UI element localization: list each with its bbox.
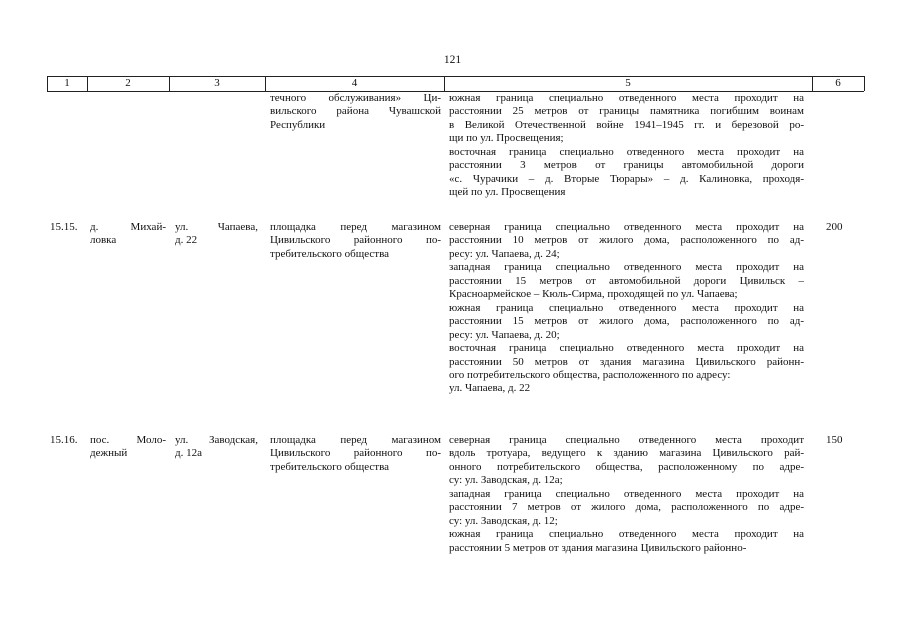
cell-place xyxy=(270,92,441,132)
column-header-3: 3 xyxy=(214,77,220,89)
cell-line: 15.15. xyxy=(50,221,78,233)
column-header-1: 1 xyxy=(64,77,70,89)
cell-line: расстоянии 3 метров от границы автомобильной дороги xyxy=(449,159,804,172)
cell-area xyxy=(826,434,856,447)
page-number: 121 xyxy=(443,54,462,66)
cell-line: течного обслуживания» Ци- xyxy=(270,92,441,104)
cell-boundaries xyxy=(449,434,804,555)
cell-place xyxy=(270,221,441,261)
cell-line: требительского общества xyxy=(270,460,390,473)
cell-line: онного потребительского общества, расположенному по адре- xyxy=(449,460,804,473)
cell-line: вильского района Чувашской xyxy=(270,105,441,118)
cell-boundaries xyxy=(449,92,804,200)
cell-address xyxy=(175,221,258,248)
cell-line: Цивильского районного по- xyxy=(270,234,441,247)
cell-line: ул. Чапаева, xyxy=(175,221,258,233)
col-divider-6 xyxy=(864,76,865,91)
cell-line: су: ул. Заводская, д. 12а; xyxy=(449,474,563,487)
cell-line: южная граница специально отведенного места проходит на xyxy=(449,92,804,104)
cell-area xyxy=(826,221,856,234)
cell-line: требительского общества xyxy=(270,247,390,260)
cell-line: ого потребительского общества, расположенного по адресу: xyxy=(449,368,731,381)
cell-line: 150 xyxy=(826,434,843,446)
cell-line: ул. Заводская, xyxy=(175,434,258,446)
cell-locality xyxy=(90,434,166,461)
cell-line: 200 xyxy=(826,221,843,233)
cell-boundaries xyxy=(449,221,804,396)
cell-line: су: ул. Заводская, д. 12; xyxy=(449,514,558,527)
cell-line: расстоянии 50 метров от здания магазина Цивильского районн- xyxy=(449,355,804,368)
column-header-6: 6 xyxy=(835,77,841,89)
cell-line: щи по ул. Просвещения; xyxy=(449,132,564,145)
cell-line: Красноармейское – Кюль-Сирма, проходящей по ул. Чапаева; xyxy=(449,288,738,301)
cell-address xyxy=(175,434,258,461)
cell-number xyxy=(50,434,85,447)
cell-line: д. 22 xyxy=(175,234,198,247)
cell-line: западная граница специально отведенного места проходит на xyxy=(449,487,804,500)
cell-line: Республики xyxy=(270,118,326,131)
cell-line: пос. Моло- xyxy=(90,434,166,446)
cell-place xyxy=(270,434,441,474)
cell-line: южная граница специально отведенного места проходит на xyxy=(449,301,804,314)
column-header-2: 2 xyxy=(125,77,131,89)
cell-line: вдоль тротуара, ведущего к зданию магазина Цивильского рай- xyxy=(449,447,804,460)
cell-line: расстоянии 15 метров от автомобильной дороги Цивильск – xyxy=(449,274,804,287)
cell-line: расстоянии 5 метров от здания магазина Цивильского районно- xyxy=(449,541,747,554)
cell-line: д. Михай- xyxy=(90,221,166,233)
cell-locality xyxy=(90,221,166,248)
cell-line: площадка перед магазином xyxy=(270,434,441,446)
column-header-5: 5 xyxy=(625,77,631,89)
column-header-4: 4 xyxy=(351,77,358,89)
cell-line: восточная граница специально отведенного места проходит на xyxy=(449,342,804,355)
cell-line: расстоянии 10 метров от жилого дома, расположенного по ад- xyxy=(449,234,804,247)
cell-line: 15.16. xyxy=(50,434,78,446)
cell-line: ул. Чапаева, д. 22 xyxy=(449,382,531,395)
cell-line: в Великой Отечественной войне 1941–1945 гг. и березовой ро- xyxy=(449,118,804,131)
cell-line: д. 12а xyxy=(175,447,202,460)
cell-line: щей по ул. Просвещения xyxy=(449,186,566,199)
cell-line: Цивильского районного по- xyxy=(270,447,441,460)
cell-number xyxy=(50,221,85,234)
cell-line: северная граница специально отведенного места проходит на xyxy=(449,221,804,233)
cell-line: «с. Чурачики – д. Вторые Тюрары» – д. Калиновка, проходя- xyxy=(449,172,804,185)
cell-line: дежный xyxy=(90,447,128,460)
cell-line: восточная граница специально отведенного места проходит на xyxy=(449,145,804,158)
cell-line: северная граница специально отведенного места проходит xyxy=(449,434,804,446)
cell-line: расстоянии 7 метров от жилого дома, расположенного по адре- xyxy=(449,501,804,514)
cell-line: ресу: ул. Чапаева, д. 24; xyxy=(449,247,560,260)
cell-line: западная граница специально отведенного места проходит на xyxy=(449,261,804,274)
cell-line: ресу: ул. Чапаева, д. 20; xyxy=(449,328,560,341)
cell-line: расстоянии 25 метров от границы памятника погибшим воинам xyxy=(449,105,804,118)
cell-line: южная граница специально отведенного места проходит на xyxy=(449,528,804,541)
cell-line: расстоянии 15 метров от жилого дома, расположенного по ад- xyxy=(449,315,804,328)
cell-line: ловка xyxy=(90,234,117,247)
cell-line: площадка перед магазином xyxy=(270,221,441,233)
